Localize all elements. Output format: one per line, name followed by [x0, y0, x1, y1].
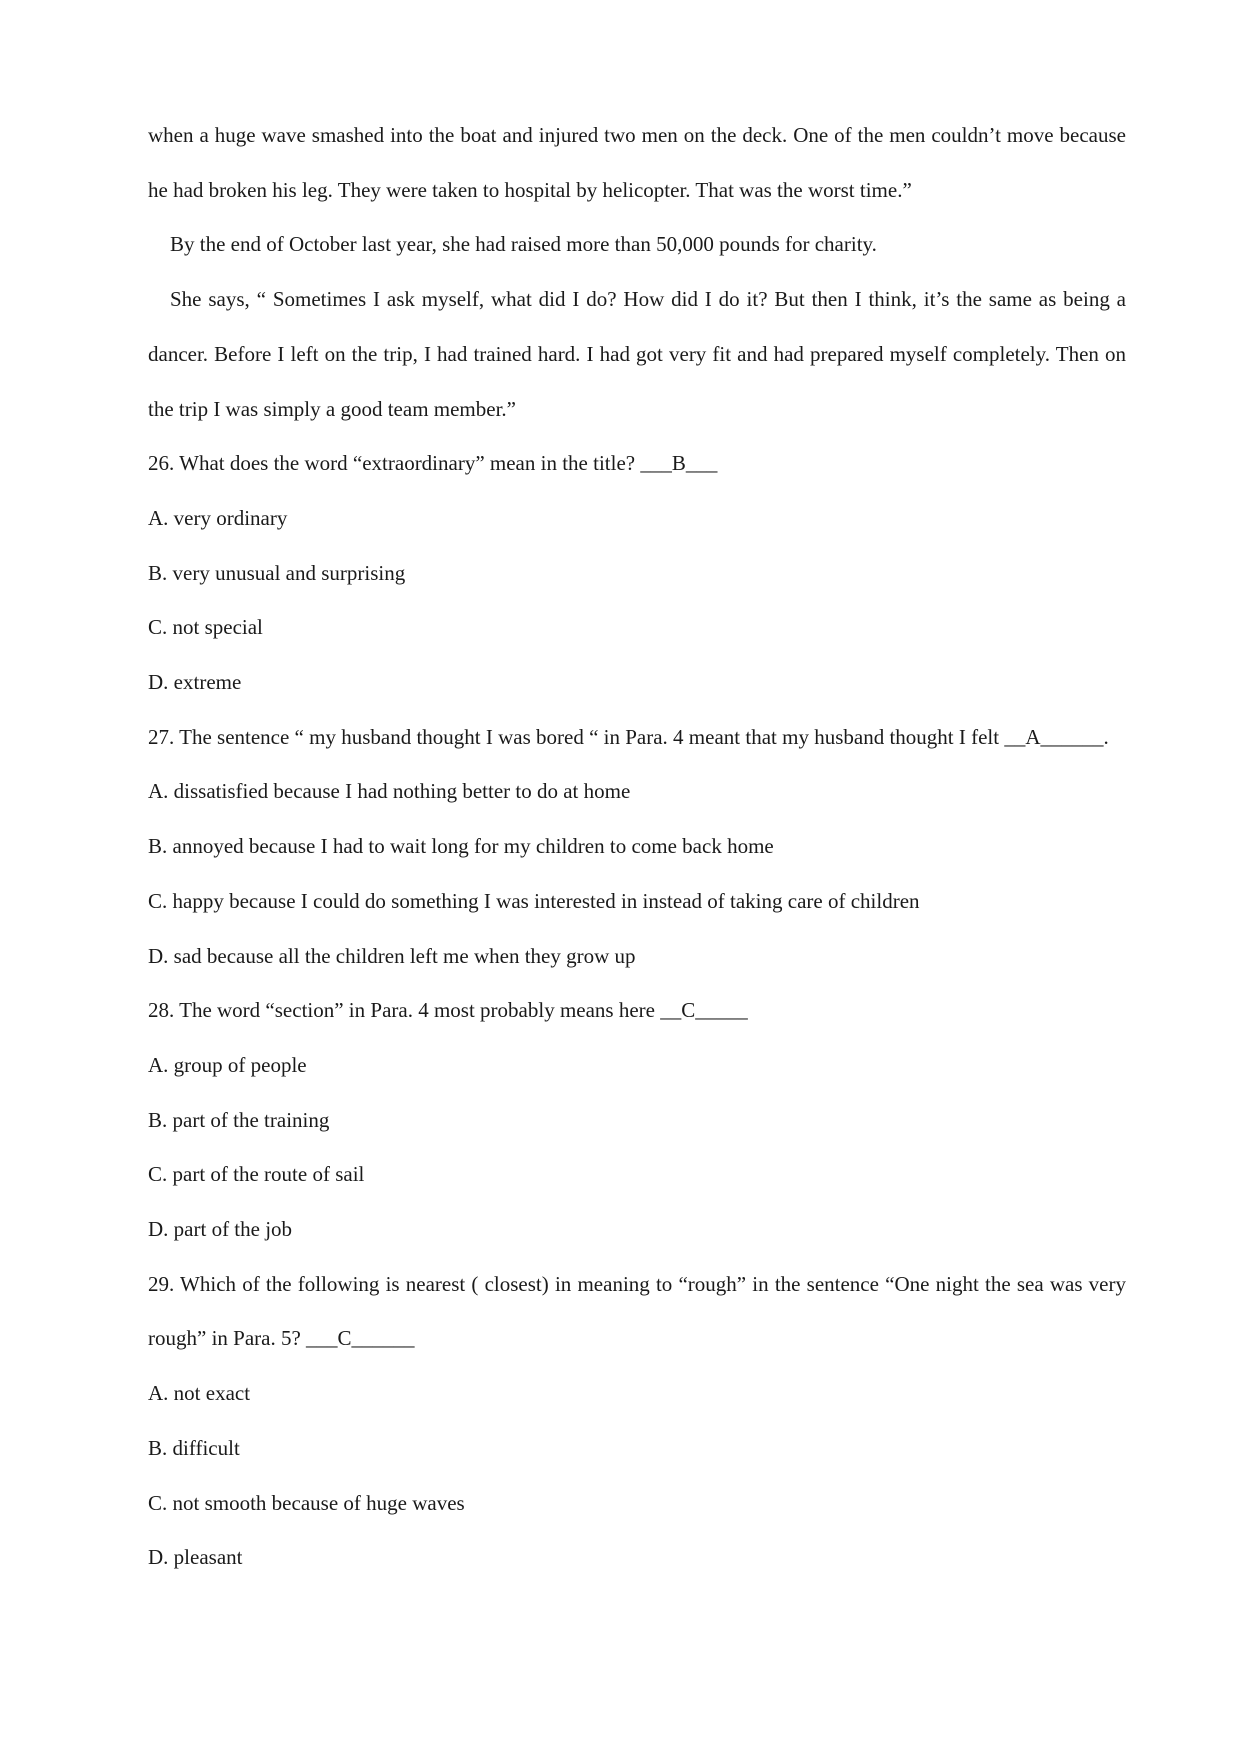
answer-option: C. happy because I could do something I was interested in instead of taking care of children — [148, 888, 920, 913]
answer-option: A. very ordinary — [148, 505, 288, 530]
answer-option: D. pleasant — [148, 1545, 243, 1570]
answer-option: A. dissatisfied because I had nothing better to do at home — [148, 779, 631, 804]
question-29 — [148, 1257, 1126, 1585]
answer-option: D. sad because all the children left me when they grow up — [148, 943, 636, 968]
question-stem: 29. Which of the following is nearest ( closest) in meaning to “rough” in the sentence “One night the sea was very rough” in Para. 5? ___C______ — [148, 1271, 1126, 1351]
answer-option: C. not special — [148, 615, 263, 640]
answer-option: B. very unusual and surprising — [148, 560, 406, 585]
answer-option: B. difficult — [148, 1435, 240, 1460]
answer-option: B. part of the training — [148, 1107, 330, 1132]
answer-option: B. annoyed because I had to wait long for my children to come back home — [148, 834, 774, 859]
question-stem: 26. What does the word “extraordinary” mean in the title? ___B___ — [148, 451, 718, 476]
passage-paragraph: By the end of October last year, she had raised more than 50,000 pounds for charity. — [170, 232, 877, 257]
answer-option: D. extreme — [148, 670, 242, 695]
answer-option: A. not exact — [148, 1381, 251, 1406]
question-28 — [148, 983, 1126, 1257]
question-stem: 27. The sentence “ my husband thought I was bored “ in Para. 4 meant that my husband thought I felt __A______. — [148, 724, 1109, 749]
page-content — [148, 108, 1126, 1585]
answer-option: A. group of people — [148, 1052, 307, 1077]
question-27 — [148, 710, 1126, 984]
question-26 — [148, 436, 1126, 710]
answer-option: C. not smooth because of huge waves — [148, 1490, 465, 1515]
passage-paragraph: She says, “ Sometimes I ask myself, what did I do? How did I do it? But then I think, it’s the same as being a dancer. Before I left on the trip, I had trained hard. I had got very fit and had prepared myself completely. Then on the trip I was simply a good team member.” — [148, 287, 1126, 421]
passage-paragraph: when a huge wave smashed into the boat and injured two men on the deck. One of the men couldn’t move because he had broken his leg. They were taken to hospital by helicopter. That was the worst time.” — [148, 123, 1126, 202]
answer-option: C. part of the route of sail — [148, 1162, 365, 1187]
answer-option: D. part of the job — [148, 1217, 293, 1242]
question-stem: 28. The word “section” in Para. 4 most probably means here __C_____ — [148, 998, 748, 1023]
